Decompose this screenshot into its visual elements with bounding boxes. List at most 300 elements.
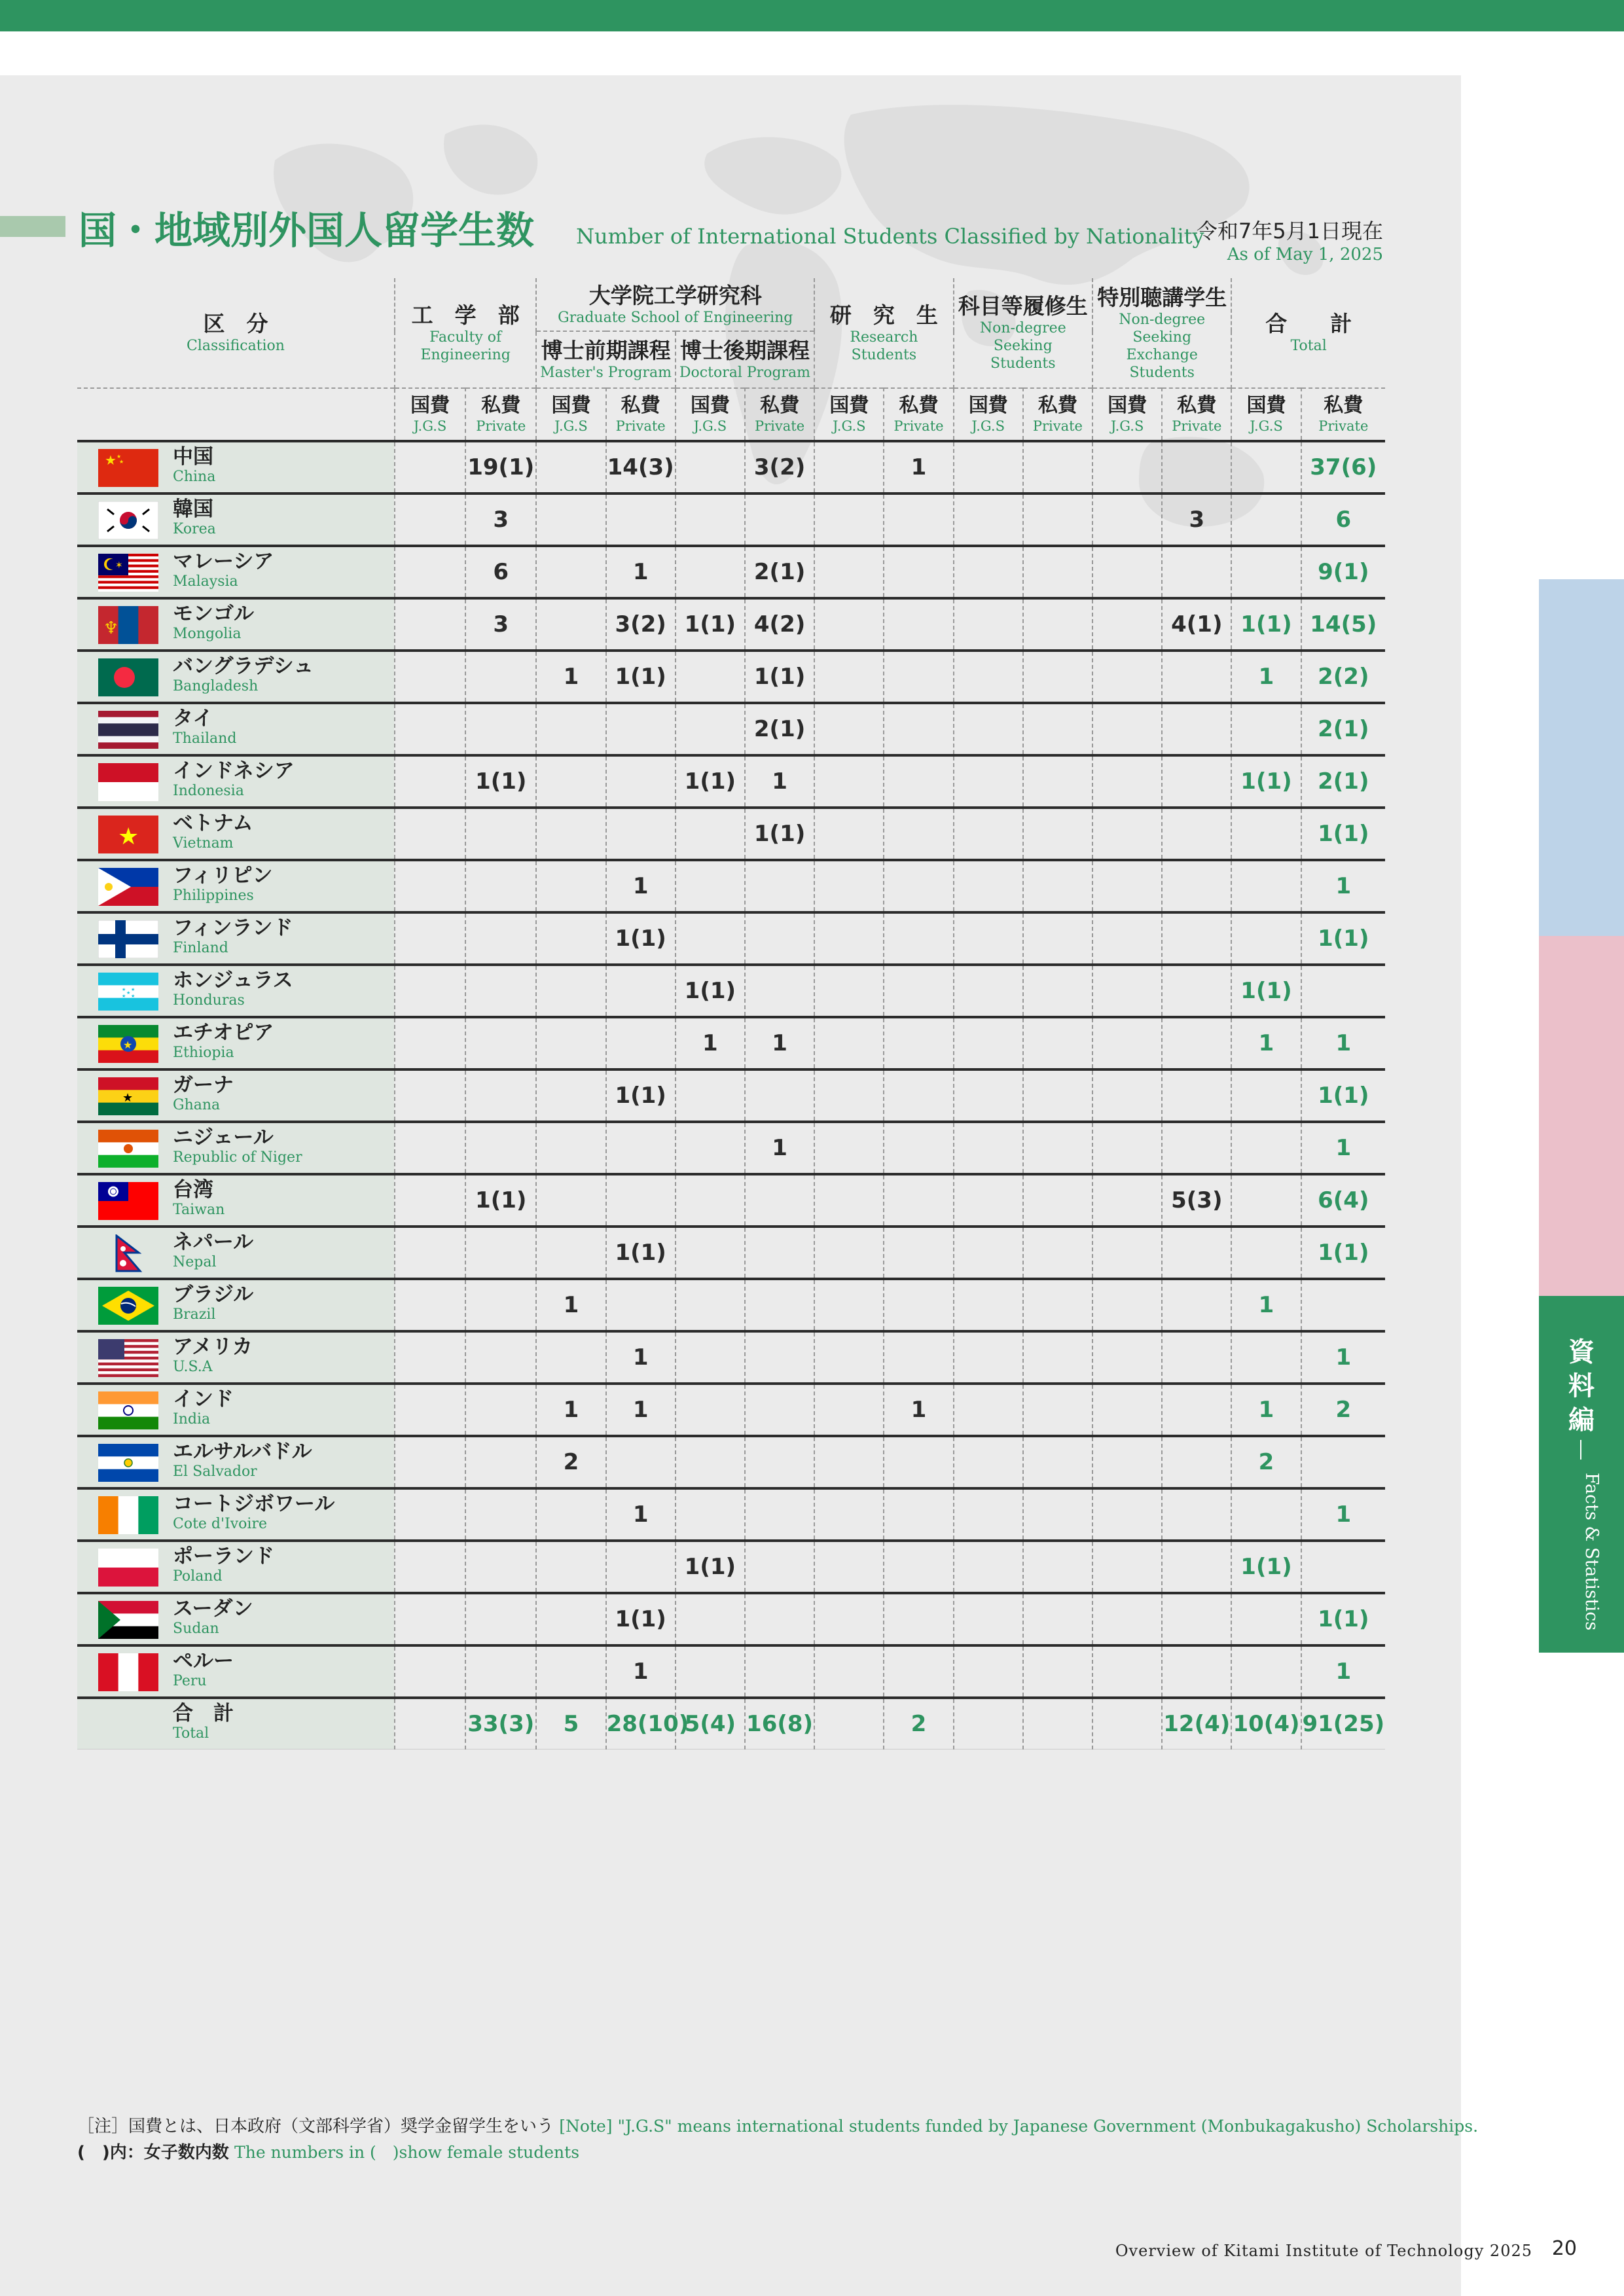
private-subheader: 私費 Private xyxy=(1301,388,1385,441)
country-name-en: U.S.A xyxy=(173,1359,213,1375)
value-cell xyxy=(395,808,465,860)
value-cell xyxy=(884,1279,953,1331)
sudan-flag-icon xyxy=(98,1601,158,1639)
total-row xyxy=(77,1698,1385,1749)
value-cell xyxy=(1023,1174,1092,1227)
value-cell xyxy=(814,493,884,546)
country-name-jp: ポーランド xyxy=(173,1545,274,1568)
value-cell xyxy=(745,1227,814,1279)
china-flag-icon xyxy=(98,449,158,487)
value-cell xyxy=(465,703,536,755)
value-cell: 1 xyxy=(606,1331,676,1384)
country-cell xyxy=(77,1331,395,1384)
grad-school-header: 大学院工学研究科 Graduate School of Engineering xyxy=(536,278,814,331)
value-cell xyxy=(1162,1436,1231,1488)
value-cell xyxy=(884,546,953,598)
value-cell xyxy=(745,965,814,1017)
value-cell xyxy=(884,493,953,546)
country-name-jp: インド xyxy=(173,1388,234,1411)
value-cell xyxy=(1092,441,1162,493)
country-name-en: Total xyxy=(173,1725,209,1742)
value-cell: 1(1) xyxy=(1301,1593,1385,1645)
value-cell: 1 xyxy=(536,1279,605,1331)
value-cell xyxy=(954,651,1023,703)
value-cell xyxy=(884,1541,953,1593)
value-cell xyxy=(814,598,884,651)
value-cell xyxy=(884,651,953,703)
value-cell xyxy=(465,1017,536,1069)
value-cell: 1 xyxy=(606,1384,676,1436)
value-cell xyxy=(465,1331,536,1384)
peru-flag-icon xyxy=(98,1653,158,1691)
country-name-jp: マレーシア xyxy=(173,550,274,573)
value-cell xyxy=(745,493,814,546)
value-cell xyxy=(1092,755,1162,808)
value-cell xyxy=(954,912,1023,965)
page-title-jp: 国・地域別外国人留学生数 xyxy=(79,208,535,253)
value-cell: 5 xyxy=(536,1698,605,1749)
value-cell xyxy=(676,1436,745,1488)
value-cell xyxy=(1023,546,1092,598)
value-cell xyxy=(884,808,953,860)
value-cell xyxy=(676,1279,745,1331)
value-cell xyxy=(954,965,1023,1017)
page-number: 20 xyxy=(1551,2237,1577,2260)
value-cell: 9(1) xyxy=(1301,546,1385,598)
country-cell xyxy=(77,1384,395,1436)
value-cell xyxy=(814,1279,884,1331)
country-cell xyxy=(77,912,395,965)
svg-text:★: ★ xyxy=(123,1039,133,1051)
value-cell xyxy=(465,965,536,1017)
value-cell xyxy=(814,1227,884,1279)
svg-text:★: ★ xyxy=(118,823,139,850)
value-cell xyxy=(884,912,953,965)
value-cell xyxy=(884,1227,953,1279)
country-name xyxy=(173,1335,253,1376)
country-name-en: Philippines xyxy=(173,888,254,904)
value-cell: 1 xyxy=(676,1017,745,1069)
value-cell xyxy=(1092,860,1162,912)
value-cell xyxy=(1092,546,1162,598)
value-cell xyxy=(814,1593,884,1645)
value-cell xyxy=(606,965,676,1017)
country-name xyxy=(173,655,314,695)
value-cell xyxy=(1023,598,1092,651)
as-of-date xyxy=(1197,215,1383,264)
value-cell xyxy=(1092,1227,1162,1279)
value-cell xyxy=(395,1069,465,1122)
value-cell xyxy=(1231,860,1301,912)
country-cell xyxy=(77,1645,395,1698)
value-cell xyxy=(676,1069,745,1122)
value-cell xyxy=(1023,1541,1092,1593)
value-cell xyxy=(814,1069,884,1122)
value-cell xyxy=(395,912,465,965)
value-cell: 1(1) xyxy=(606,1227,676,1279)
students-by-nationality-table xyxy=(77,278,1385,1749)
value-cell xyxy=(395,598,465,651)
value-cell xyxy=(814,860,884,912)
country-name xyxy=(173,1073,234,1114)
value-cell xyxy=(395,1645,465,1698)
value-cell: 1 xyxy=(745,1122,814,1174)
value-cell xyxy=(465,1541,536,1593)
value-cell: 1(1) xyxy=(465,755,536,808)
table-row xyxy=(77,1541,1385,1593)
value-cell xyxy=(676,808,745,860)
country-cell xyxy=(77,598,395,651)
value-cell xyxy=(395,1384,465,1436)
mongolia-flag-icon xyxy=(98,606,158,644)
country-name xyxy=(173,1649,234,1690)
value-cell: 14(5) xyxy=(1301,598,1385,651)
value-cell xyxy=(1092,493,1162,546)
value-cell xyxy=(1162,965,1231,1017)
value-cell xyxy=(1301,1541,1385,1593)
value-cell: 37(6) xyxy=(1301,441,1385,493)
table-row xyxy=(77,965,1385,1017)
value-cell xyxy=(1023,703,1092,755)
value-cell xyxy=(1162,1541,1231,1593)
value-cell: 14(3) xyxy=(606,441,676,493)
value-cell xyxy=(1023,1645,1092,1698)
note-jgs-jp: ［注］国費とは、日本政府（文部科学省）奨学金留学生をいう xyxy=(77,2117,554,2136)
value-cell xyxy=(884,1645,953,1698)
private-subheader: 私費 Private xyxy=(465,388,536,441)
value-cell xyxy=(1162,651,1231,703)
country-cell xyxy=(77,1436,395,1488)
value-cell: 1 xyxy=(1301,860,1385,912)
value-cell xyxy=(1162,808,1231,860)
value-cell xyxy=(536,1017,605,1069)
jgs-subheader: 国費 J.G.S xyxy=(954,388,1023,441)
country-cell xyxy=(77,965,395,1017)
private-subheader: 私費 Private xyxy=(1162,388,1231,441)
value-cell: 91(25) xyxy=(1301,1698,1385,1749)
value-cell xyxy=(606,1017,676,1069)
country-name-en: Mongolia xyxy=(173,626,242,642)
niger-flag-icon xyxy=(98,1130,158,1168)
country-name-jp: 合 計 xyxy=(173,1702,234,1725)
value-cell xyxy=(1162,1122,1231,1174)
value-cell: 1(1) xyxy=(1301,808,1385,860)
value-cell: 2 xyxy=(536,1436,605,1488)
value-cell xyxy=(676,1645,745,1698)
country-name-jp: ガーナ xyxy=(173,1073,234,1097)
country-name xyxy=(173,812,253,852)
value-cell xyxy=(1023,1593,1092,1645)
value-cell xyxy=(465,808,536,860)
value-cell xyxy=(465,651,536,703)
value-cell: 19(1) xyxy=(465,441,536,493)
value-cell xyxy=(1092,1593,1162,1645)
value-cell xyxy=(465,1069,536,1122)
faculty-header: 工 学 部 Faculty of Engineering xyxy=(395,278,536,388)
value-cell: 1 xyxy=(1231,1384,1301,1436)
value-cell: 4(1) xyxy=(1162,598,1231,651)
value-cell xyxy=(676,703,745,755)
value-cell xyxy=(1162,1069,1231,1122)
side-tab-separator xyxy=(1580,1440,1581,1460)
value-cell: 1(1) xyxy=(1231,598,1301,651)
value-cell xyxy=(1162,1331,1231,1384)
value-cell xyxy=(395,1227,465,1279)
value-cell xyxy=(536,808,605,860)
value-cell xyxy=(1092,703,1162,755)
value-cell xyxy=(814,755,884,808)
value-cell xyxy=(676,546,745,598)
country-cell xyxy=(77,546,395,598)
value-cell xyxy=(676,1331,745,1384)
value-cell xyxy=(814,1698,884,1749)
value-cell xyxy=(814,1488,884,1541)
value-cell xyxy=(745,1384,814,1436)
value-cell xyxy=(395,1279,465,1331)
value-cell xyxy=(954,1384,1023,1436)
doctoral-program-header: 博士後期課程 Doctoral Program xyxy=(676,331,814,388)
country-name xyxy=(173,1178,225,1219)
table-row xyxy=(77,493,1385,546)
value-cell xyxy=(745,1174,814,1227)
value-cell xyxy=(536,1488,605,1541)
nepal-flag-icon xyxy=(98,1234,158,1272)
value-cell xyxy=(954,808,1023,860)
country-name-en: Indonesia xyxy=(173,783,244,799)
country-cell xyxy=(77,1488,395,1541)
jgs-subheader: 国費 J.G.S xyxy=(676,388,745,441)
country-name-jp: ブラジル xyxy=(173,1283,254,1306)
title-accent-mark xyxy=(0,216,65,237)
value-cell xyxy=(676,1174,745,1227)
value-cell: 1(1) xyxy=(676,1541,745,1593)
value-cell xyxy=(1162,1384,1231,1436)
value-cell xyxy=(1162,1645,1231,1698)
value-cell xyxy=(1231,808,1301,860)
honduras-flag-icon xyxy=(98,973,158,1011)
country-name-jp: 中国 xyxy=(173,445,213,469)
value-cell xyxy=(814,1174,884,1227)
value-cell: 3 xyxy=(465,598,536,651)
country-name-en: Republic of Niger xyxy=(173,1149,302,1166)
value-cell xyxy=(1162,1017,1231,1069)
country-cell xyxy=(77,808,395,860)
country-cell xyxy=(77,755,395,808)
side-tab-pink[interactable] xyxy=(1539,936,1624,1296)
value-cell: 2(1) xyxy=(745,546,814,598)
value-cell: 16(8) xyxy=(745,1698,814,1749)
value-cell xyxy=(395,1698,465,1749)
value-cell: 6 xyxy=(465,546,536,598)
value-cell: 1 xyxy=(606,860,676,912)
country-name-en: Finland xyxy=(173,940,228,956)
country-name-en: Nepal xyxy=(173,1254,217,1270)
svg-text:★: ★ xyxy=(105,452,117,468)
svg-text:★: ★ xyxy=(119,459,124,465)
value-cell xyxy=(1092,808,1162,860)
value-cell xyxy=(1162,1279,1231,1331)
note-female-jp: ( )内：女子数内数 xyxy=(77,2143,229,2162)
country-cell xyxy=(77,1227,395,1279)
value-cell: 5(4) xyxy=(676,1698,745,1749)
country-name-jp: タイ xyxy=(173,707,213,730)
value-cell xyxy=(814,1645,884,1698)
value-cell xyxy=(954,1227,1023,1279)
country-name-jp: ニジェール xyxy=(173,1126,274,1149)
value-cell xyxy=(606,703,676,755)
country-cell xyxy=(77,651,395,703)
value-cell xyxy=(395,1488,465,1541)
table-row xyxy=(77,1436,1385,1488)
value-cell xyxy=(814,1541,884,1593)
country-name xyxy=(173,1021,274,1062)
country-name xyxy=(173,497,216,538)
value-cell xyxy=(1092,598,1162,651)
total-header: 合 計 Total xyxy=(1231,278,1385,388)
value-cell xyxy=(536,1069,605,1122)
value-cell: 1 xyxy=(1301,1331,1385,1384)
value-cell xyxy=(1092,1174,1162,1227)
value-cell xyxy=(536,1593,605,1645)
svg-text:★: ★ xyxy=(126,990,131,996)
value-cell xyxy=(1023,808,1092,860)
table-row xyxy=(77,1488,1385,1541)
table-row xyxy=(77,1279,1385,1331)
value-cell xyxy=(395,1541,465,1593)
svg-text:★: ★ xyxy=(117,454,122,459)
value-cell xyxy=(745,1541,814,1593)
value-cell: 1 xyxy=(1231,1279,1301,1331)
value-cell: 2(1) xyxy=(1301,703,1385,755)
exchange-students-header: 特別聴講学生 Non-degree Seeking Exchange Students xyxy=(1092,278,1231,388)
value-cell xyxy=(465,1122,536,1174)
value-cell: 12(4) xyxy=(1162,1698,1231,1749)
value-cell xyxy=(745,1488,814,1541)
private-subheader: 私費 Private xyxy=(745,388,814,441)
value-cell: 1(1) xyxy=(676,598,745,651)
side-tab-blue[interactable] xyxy=(1539,579,1624,936)
taiwan-flag-icon xyxy=(98,1182,158,1220)
value-cell xyxy=(954,755,1023,808)
value-cell xyxy=(536,1227,605,1279)
value-cell xyxy=(1023,1698,1092,1749)
value-cell xyxy=(954,1645,1023,1698)
value-cell: 1(1) xyxy=(1301,912,1385,965)
value-cell xyxy=(1162,912,1231,965)
value-cell xyxy=(884,1436,953,1488)
value-cell: 2(1) xyxy=(745,703,814,755)
value-cell xyxy=(1231,1488,1301,1541)
value-cell xyxy=(536,860,605,912)
value-cell: 10(4) xyxy=(1231,1698,1301,1749)
value-cell xyxy=(954,1436,1023,1488)
value-cell xyxy=(954,1122,1023,1174)
value-cell xyxy=(1162,703,1231,755)
value-cell xyxy=(606,1541,676,1593)
value-cell xyxy=(465,912,536,965)
country-name xyxy=(173,707,236,747)
value-cell xyxy=(465,1436,536,1488)
value-cell: 1(1) xyxy=(465,1174,536,1227)
value-cell xyxy=(1023,965,1092,1017)
value-cell xyxy=(814,965,884,1017)
value-cell xyxy=(1092,1645,1162,1698)
value-cell: 2 xyxy=(884,1698,953,1749)
value-cell xyxy=(1023,912,1092,965)
value-cell: 1 xyxy=(1231,651,1301,703)
value-cell xyxy=(954,546,1023,598)
country-name-jp: ペルー xyxy=(173,1649,234,1673)
note-female xyxy=(77,2139,579,2163)
value-cell xyxy=(536,1174,605,1227)
side-tab-facts-statistics[interactable] xyxy=(1539,1296,1624,1653)
ethiopia-flag-icon xyxy=(98,1025,158,1063)
table-row xyxy=(77,703,1385,755)
top-accent-bar xyxy=(0,0,1624,31)
value-cell: 1 xyxy=(745,1017,814,1069)
value-cell xyxy=(1092,1331,1162,1384)
value-cell xyxy=(1301,1279,1385,1331)
cote-divoire-flag-icon xyxy=(98,1496,158,1534)
value-cell: 2(1) xyxy=(1301,755,1385,808)
value-cell xyxy=(676,1384,745,1436)
svg-text:♆: ♆ xyxy=(103,619,119,638)
value-cell xyxy=(884,598,953,651)
value-cell xyxy=(954,1698,1023,1749)
value-cell xyxy=(1023,1331,1092,1384)
usa-flag-icon xyxy=(98,1339,158,1377)
value-cell xyxy=(395,493,465,546)
value-cell xyxy=(954,703,1023,755)
el-salvador-flag-icon xyxy=(98,1444,158,1482)
value-cell xyxy=(1162,1488,1231,1541)
value-cell: 2 xyxy=(1301,1384,1385,1436)
value-cell xyxy=(954,1017,1023,1069)
table-row xyxy=(77,808,1385,860)
country-name-en: Sudan xyxy=(173,1621,219,1637)
value-cell xyxy=(814,703,884,755)
country-name xyxy=(173,550,274,590)
value-cell xyxy=(395,703,465,755)
value-cell: 1 xyxy=(884,1384,953,1436)
country-name-jp: ネパール xyxy=(173,1230,254,1254)
ghana-flag-icon xyxy=(98,1077,158,1115)
value-cell xyxy=(1231,1593,1301,1645)
country-name-jp: バングラデシュ xyxy=(173,655,314,678)
country-name-en: Vietnam xyxy=(173,835,234,852)
country-name-en: Taiwan xyxy=(173,1202,225,1218)
value-cell xyxy=(676,1122,745,1174)
value-cell xyxy=(745,1645,814,1698)
value-cell: 1 xyxy=(536,1384,605,1436)
value-cell: 1 xyxy=(1301,1645,1385,1698)
value-cell xyxy=(1023,1017,1092,1069)
value-cell: 1(1) xyxy=(745,808,814,860)
value-cell xyxy=(1231,912,1301,965)
country-cell xyxy=(77,1593,395,1645)
value-cell: 1 xyxy=(1301,1488,1385,1541)
value-cell xyxy=(1231,1331,1301,1384)
value-cell: 5(3) xyxy=(1162,1174,1231,1227)
svg-text:★: ★ xyxy=(122,994,126,999)
country-name xyxy=(173,1702,234,1742)
classification-subheader-blank xyxy=(77,388,395,441)
country-name-en: Bangladesh xyxy=(173,678,259,694)
value-cell xyxy=(536,1331,605,1384)
value-cell: 1(1) xyxy=(1301,1227,1385,1279)
philippines-flag-icon xyxy=(98,868,158,906)
value-cell xyxy=(465,1279,536,1331)
